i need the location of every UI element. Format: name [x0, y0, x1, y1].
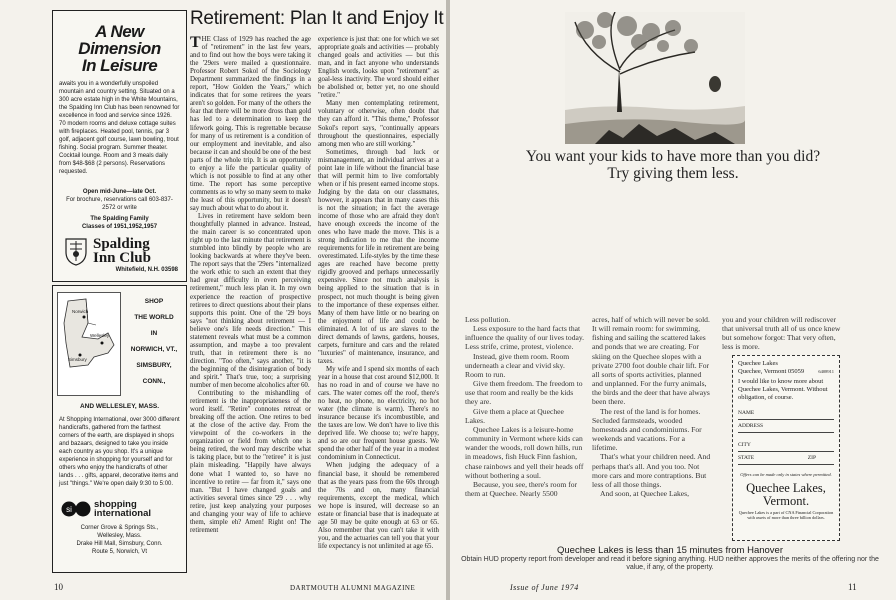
- page-number: 11: [848, 582, 857, 592]
- article-paragraph: When judging the adequacy of a financial base, it should be remembered that as the years pass from the 60s through the 70s and on, many financial requirements, except the medical, which we hope is insured, will decrease so an estate or financial base that is inadequate at age 50 may be quite enough at 63 or 65. Also remember that you can't take it with you, and the actuaries can tell you that your life expectancy is not unlimited at age 65.: [318, 462, 439, 550]
- ad-location: Whitefield, N.H. 03598: [115, 267, 178, 273]
- logo-text: international: [94, 508, 152, 519]
- ad-paragraph: Instead, give them room. Room underneath a clear and vivid sky. Room to run.: [465, 351, 570, 379]
- shop-line: IN: [150, 330, 158, 337]
- coupon-address: Quechee Lakes: [738, 360, 778, 367]
- coupon-address: Quechee, Vermont 05059: [738, 368, 805, 375]
- shop-bottom-line: AND WELLESLEY, MASS.: [79, 403, 160, 410]
- hud-disclaimer: Obtain HUD property report from developer and read it before signing anything. HUD neither approves the merits of the offering nor the value, if any, of the property.: [461, 556, 879, 571]
- name-field[interactable]: [738, 409, 834, 420]
- hud-headline: Quechee Lakes is less than 15 minutes from Hanover: [556, 545, 783, 556]
- headline-line: You want your kids to have more than you did?: [525, 148, 821, 165]
- shop-line: SIMSBURY,: [136, 362, 172, 369]
- article-paragraph: experience is just that: one for which we set appropriate goals and activities — probably changed goals and activities — but this man, and in fact anyone who understands English words, looks upon "retirement" as goal-less inactivity. The word should either be abolished or, better yet, no one should "retire.": [318, 36, 439, 100]
- ad-contact: For brochure, reservations call 603-837-2572 or write: [66, 197, 173, 211]
- address-line: Corner Grove & Springs Sts.,: [80, 525, 159, 531]
- ad-headline-line: In Leisure: [81, 56, 158, 75]
- map-icon: [58, 293, 120, 395]
- ad-column-3: [722, 315, 844, 352]
- ad-family: The Spalding Family: [90, 216, 149, 222]
- logo-text: shopping: [94, 499, 137, 510]
- article-paragraph: Sometimes, through bad luck or mismanagement, an individual arrives at a point late in life without the financial base that will permit him to live comfortably when or if his present earned income stops. Judging by the data on our classmates, however, it appears that in many cases this is not the situation; in fact the average income of those who are afraid they don't have enough exceeds the income of the ones who have made the move. This is a strong indication to me that the income requirements for life in retirement are being overestimated. Life-styles by the time these ages are reached have become pretty rigidly grooved and perhaps unnecessarily expensive. Since not much analysis is being applied to the situation that is in prospect, not much thought is being given to the importance of these expenses either. Many of them have little or no bearing on the enjoyment of life and could be eliminated. A lot of us are slaves to the direct demands of lawns, gardens, houses, carpets, furniture and cars and the related "luxuries" of maintenance, insurance, and taxes.: [318, 148, 439, 365]
- field-label: ADDRESS: [738, 423, 764, 429]
- shop-line: SHOP: [144, 298, 164, 305]
- coupon-fine-print: Quechee Lakes is a part of CNA Financial Corporation with assets of more than three billion dollars.: [738, 510, 834, 520]
- ad-season: Open mid-June—late Oct.: [82, 189, 157, 195]
- headline-line: Try giving them less.: [607, 165, 739, 182]
- shop-the-world-list: [123, 294, 185, 390]
- shopping-international-ad: [52, 285, 187, 573]
- ad-paragraph: Less pollution.: [465, 315, 511, 324]
- shopping-logo: [61, 500, 151, 518]
- ad-classes: Classes of 1951,1952,1957: [81, 224, 158, 230]
- page-number: 10: [54, 582, 63, 592]
- field-label: CITY: [738, 442, 751, 448]
- shop-line: NORWICH, VT.,: [130, 346, 178, 353]
- address-line: Route 5, Norwich, Vt: [91, 549, 148, 555]
- coupon-code: 6408911: [818, 369, 834, 374]
- ad-paragraph: And soon, at Quechee Lakes,: [600, 488, 689, 498]
- ad-column-2: [592, 315, 712, 498]
- shopping-body: At Shopping International, over 3000 different handicrafts, gathered from the farthest corners of the earth, are displayed in shops and bazaars, designed to take you inside each country as you shop. It's a unique experience in shopping for yourself and for others who enjoy the handicrafts of other lands . . . gifts, apparel, decorative items and just "things." We're open daily 9:30 to 5:00.: [59, 417, 180, 487]
- article-paragraph: Lives in retirement have seldom been thoughtfully planned in advance. Instead, the main career is so concentrated upon right up to the last minute that retirement is stumbled into blindly by people who are looking backwards at where they've been. The report says that the '29ers "internalized the work ethic to such an extent that they had great difficulty in even perceiving retirement," much less plan it. In my own experience the reaction of prospective retirees to direct questions about their plans supports this point. One of the '29 boys says "not thinking about retirement — I believe one's life needs direction." This statement reveals what must be a common assumption, and maybe a too prevalent truth, that in retirement there is no direction. "Too often," says another, "it is the beginning of the disintegration of body and spirit." That's true, too; a surprising number of men become alcoholics after 60.: [190, 213, 311, 390]
- tree-landscape-icon: [565, 12, 745, 144]
- magazine-footer: DARTMOUTH ALUMNI MAGAZINE: [290, 584, 416, 592]
- shop-line: CONN.,: [142, 378, 166, 385]
- ad-paragraph: Give them a place at Quechee Lakes.: [465, 406, 564, 425]
- ad-paragraph: Because, you see, there's room for them at Quechee. Nearly 5500: [465, 479, 578, 498]
- brand-line: Vermont.: [762, 494, 810, 508]
- address-line: Wellesley, Mass.: [97, 533, 142, 539]
- shop-line: THE WORLD: [134, 314, 174, 321]
- landscape-photo: [565, 12, 745, 144]
- state-zip-field[interactable]: [738, 454, 834, 465]
- article-paragraph: My wife and I spend six months of each year in a house that cost around $12,000. It has no road in and of course we have no cars. The water comes off the roof, there's no heat, no phone, no electricity, no hot water (the climate is warm). There's no insurance because it's incombustible, and the taxes are low. We don't have to live this deprived life. We choose to; we're happy, and so are our frequent house guests. We spend the other half of the year in a modest condominium in Connecticut.: [318, 365, 439, 462]
- ad-paragraph: Give them freedom. The freedom to use that room and really be the kids they are.: [465, 379, 583, 407]
- ad-headline-line: A New: [95, 22, 144, 41]
- city-field[interactable]: [738, 441, 834, 452]
- field-label: STATE: [738, 455, 755, 461]
- map-label: Norwich: [72, 309, 89, 314]
- ad-column-1: [465, 315, 585, 498]
- coupon-form: [732, 355, 840, 541]
- address-field[interactable]: [738, 422, 834, 433]
- ad-paragraph: Less exposure to the hard facts that influence the quality of our lives today. Less strife, crime, protest, violence.: [465, 324, 585, 352]
- spalding-inn-ad: [52, 10, 187, 282]
- crest-icon: [63, 236, 89, 266]
- ad-paragraph: Quechee Lakes is a leisure-home community in Vermont where kids can wander the woods, roll down hills, run in meadows, fish Huck Finn fashion, chase rainbows and yell their heads off without bothering a soul.: [465, 424, 584, 480]
- ad-headline-line: Dimension: [78, 39, 161, 58]
- quechee-brand: [738, 482, 834, 508]
- ad-body: awaits you in a wonderfully unspoiled mountain and country setting. Situated on a 300 acre estate high in the White Mountains, the Spalding Inn Club has been renowned for excellence in food and service since 1926. 70 modern rooms and deluxe cottage suites with fireplaces. Heated pool, tennis, par 3 golf, adjacent golf course, lawn bowling, trout fishing. Social program. Summer theater. Cocktail lounge. Room and 3 meals daily from $48-$68 (2 persons). Reservations requested.: [59, 81, 180, 175]
- address-line: Drake Hill Mall, Simsbury, Conn.: [76, 541, 163, 547]
- ad-paragraph: The rest of the land is for homes. Secluded farmsteads, wooded homesteads and condominiums. For weekends and vacations. For a lifetime.: [592, 406, 702, 453]
- si-logo-icon: [61, 501, 91, 517]
- brand-line: Quechee Lakes,: [746, 481, 826, 495]
- ad-paragraph: you and your children will rediscover that universal truth all of us once knew but somehow forgot: That very often, less is more.: [722, 315, 841, 352]
- article-paragraph: Contributing to the mishandling of retirement is the inappropriateness of the word itself. "Retire" connotes retreat or breaking off the action. One retires to bed at the close of the active day. From the viewpoint of the co-workers in the organization or field from which one is being retired, the word may describe what is taking place, but to the "retiree" it is just plain misleading. "Happily have always done what I wanted to, so have no incentive to retire — far from it," says one man. "But I have changed goals and activities several times since '29 . . . why retire, just keep analyzing your purposes and changing your way of life to achieve them, simple eh? Amen! Right on! The retirement: [190, 390, 311, 534]
- drop-cap: T: [190, 36, 201, 51]
- logo-initials: si: [66, 505, 72, 514]
- field-label: NAME: [738, 410, 755, 416]
- ad-headline: [450, 148, 896, 182]
- coupon-note: Offers can be made only in states where permitted.: [740, 472, 832, 477]
- coupon-request: I would like to know more about Quechee Lakes, Vermont. Without obligation, of course.: [738, 378, 828, 401]
- article-column-2: [318, 36, 439, 576]
- map-label: Wellesley: [90, 333, 110, 338]
- logo-text: Spalding: [93, 236, 150, 252]
- ad-headline: [53, 23, 186, 74]
- shopping-addresses: [53, 524, 186, 556]
- field-label: ZIP: [807, 455, 816, 461]
- map-label: Simsbury: [68, 357, 87, 362]
- ad-paragraph: acres, half of which will never be sold. It will remain room: for swimming, fishing and sailing the scattered lakes and ponds that we are creating. For skiing on the Quechee slopes with a private 2700 foot double chair lift. For all sorts of sports activities, planned and unplanned. For the furry animals, the birds and the deer that have always been there.: [592, 315, 710, 407]
- left-page: [0, 0, 446, 600]
- logo-text: Inn Club: [93, 250, 151, 266]
- issue-footer: Issue of June 1974: [510, 583, 579, 592]
- spalding-logo: [53, 236, 186, 266]
- article-paragraph: HE Class of 1929 has reached the age of "retirement" in the last few years, and to find out how the boys were taking it the '29ers were mailed a questionnaire. Professor Robert Sokol of the Sociology Department summarized the findings in a report, "How Golden the Years," which indicates that for some retirees the years aren't so golden. For many of the others the fear that there will be more dross than gold has led to a determination to keep the lifework going. This is regrettable because for many of us retirement is a condition of our employment and inevitable, and also because it can and should be one of the best parts of the whole trip. It is an opportunity to enjoy a life the particular quality of which is not possible to find at any other time. The report has some perceptive comments as to why so many seem to make the least of this opportunity, but it doesn't say much about what to do about it.: [190, 36, 311, 212]
- article-column-1: [190, 36, 311, 576]
- hud-notice: [460, 545, 880, 572]
- new-england-map: [57, 292, 121, 396]
- ad-paragraph: That's what your children need. And perhaps that's all. And you too. Not more cars and more contraptions. But less of all those things.: [592, 452, 711, 489]
- article-paragraph: Many men contemplating retirement, voluntary or otherwise, often doubt that they can afford it. "This theme," Professor Sokol's report says, "continually appears throughout the questionnaires, especially among men who are still working.": [318, 100, 439, 148]
- article-title: Retirement: Plan It and Enjoy It: [190, 8, 444, 29]
